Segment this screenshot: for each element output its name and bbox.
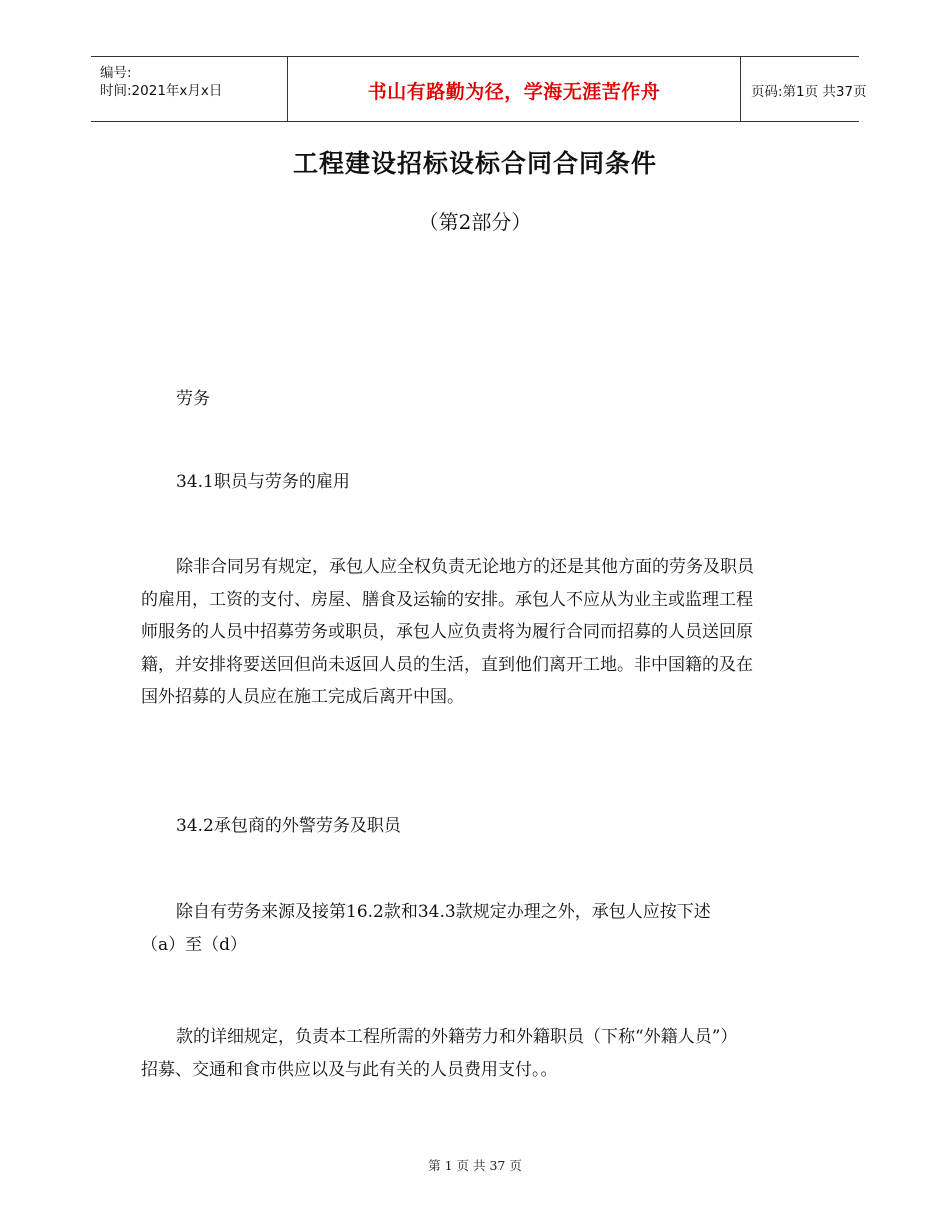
header-motto-cell xyxy=(287,57,741,121)
paragraph-line: 国外招募的人员应在施工完成后离开中国。 xyxy=(141,687,464,707)
paragraph-line: 的雇用，工资的支付、房屋、膳食及运输的安排。承包人不应从为业主或监理工程 xyxy=(141,589,753,610)
clause-34-1-heading: 34.1职员与劳务的雇用 xyxy=(176,472,350,492)
page-footer: 第 1 页 共 37 页 xyxy=(428,1158,522,1173)
header-pagecode-cell xyxy=(741,57,867,121)
clause-34-1-paragraph xyxy=(141,551,754,714)
date-label: 时间:2021年x月x日 xyxy=(100,83,223,99)
document-subtitle: （第2部分） xyxy=(418,210,532,234)
document-title: 工程建设招标设标合同合同条件 xyxy=(292,149,657,178)
page-header xyxy=(91,56,867,122)
motto-text: 书山有路勤为径，学海无涯苦作舟 xyxy=(367,81,661,103)
page-code-label: 页码:第1页 共37页 xyxy=(751,84,867,100)
paragraph-line: 款的详细规定，负责本工程所需的外籍劳力和外籍职员（下称“外籍人员”） xyxy=(176,1027,738,1047)
section-heading: 劳务 xyxy=(176,389,210,409)
paragraph-line: 除自有劳务来源及接第16.2款和34.3款规定办理之外，承包人应按下述 xyxy=(176,902,711,922)
paragraph-line: 除非合同另有规定，承包人应全权负责无论地方的还是其他方面的劳务及职员 xyxy=(176,557,754,577)
paragraph-line: 师服务的人员中招募劳务或职员，承包人应负责将为履行合同而招募的人员送回原 xyxy=(141,622,753,642)
clause-34-2-paragraph-2 xyxy=(141,1021,737,1086)
clause-34-2-heading: 34.2承包商的外警劳务及职员 xyxy=(176,816,401,836)
paragraph-line: 招募、交通和食市供应以及与此有关的人员费用支付。。 xyxy=(141,1059,558,1080)
serial-number-label: 编号: xyxy=(100,65,132,81)
clause-34-2-paragraph-1 xyxy=(141,896,711,961)
paragraph-line: （a）至（d） xyxy=(141,934,248,955)
paragraph-line: 籍，并安排将要送回但尚未返回人员的生活，直到他们离开工地。非中国籍的及在 xyxy=(141,654,753,675)
header-meta-cell xyxy=(91,57,287,121)
